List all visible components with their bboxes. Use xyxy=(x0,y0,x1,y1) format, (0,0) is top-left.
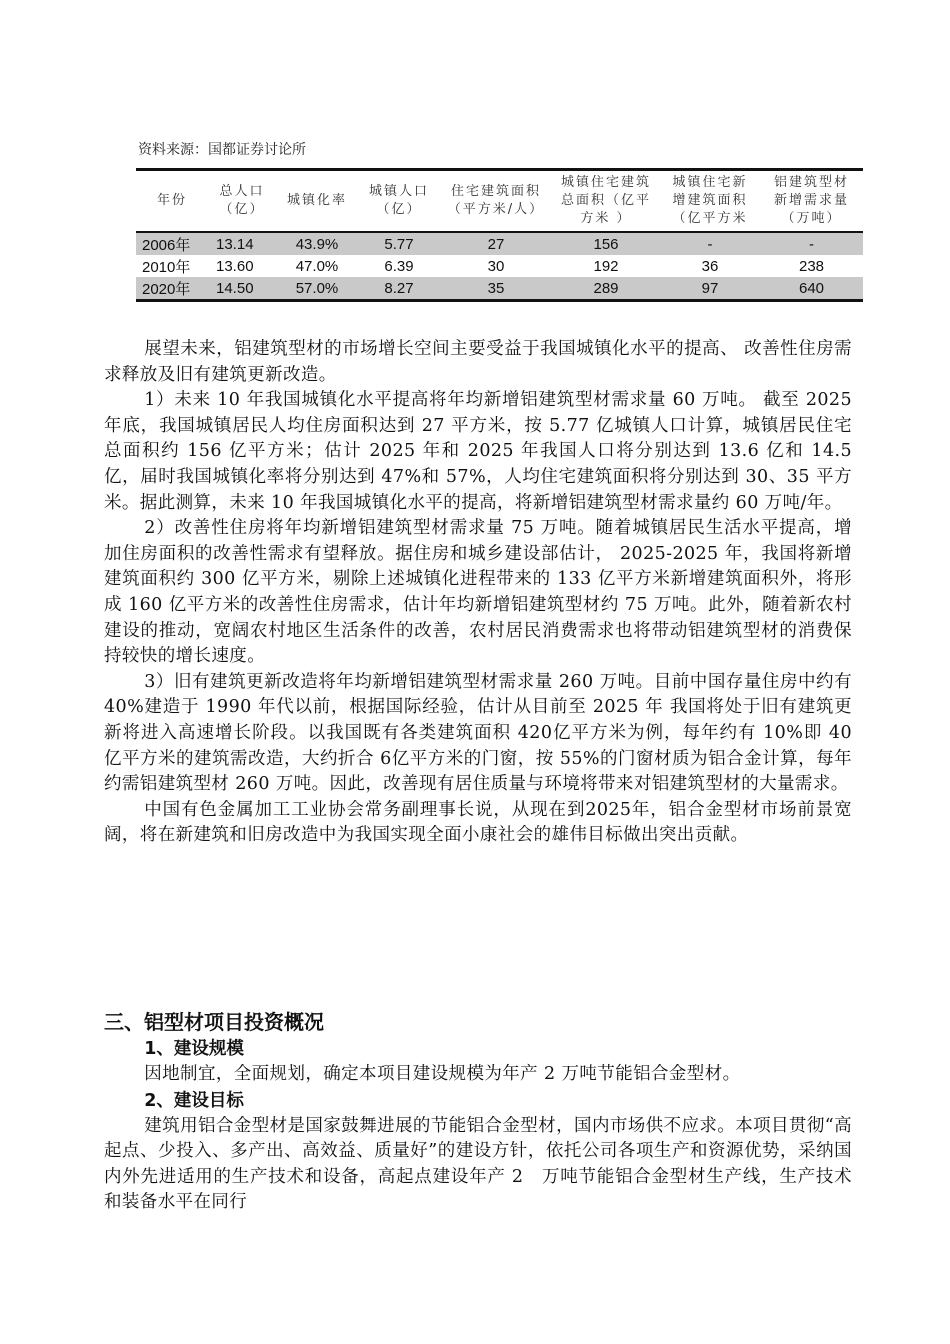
paragraph-association-quote: 中国有色金属加工工业协会常务副理事长说，从现在到2025年，铝合金型材市场前景宽阔，将在新建筑和旧房改造中为我国实现全面小康社会的雄伟目标做出突出贡献。 xyxy=(104,799,852,846)
table-cell: 14.50 xyxy=(208,277,276,301)
paragraph-renovation: 3）旧有建筑更新改造将年均新增铝建筑型材需求量 260 万吨。目前中国存量住房中约有 40%建造于 1990 年代以前，根据国际经验，估计从目前至 2025 年 我国将处于旧有建筑更新将进入高速增长阶段。以我国既有各类建筑面积 420亿平方米为例，每年约有 10%即 40 亿平方米的建筑需改造，大约折合 6亿平方米的门窗，按 55%的门窗材质为铝合金计算，每年约需铝建筑型材 260 万吨。因此，改善现有居住质量与环境将带来对铝建筑型材的大量需求。 xyxy=(104,671,852,795)
paragraph-goal: 建筑用铝合金型材是国家鼓舞进展的节能铝合金型材，国内市场供不应求。本项目贯彻“高起点、少投入、多产出、高效益、质量好”的建设方针，依托公司各项生产和资源优势，采纳国内外先进适用的生产技术和设备，高起点建设年产 2 万吨节能铝合金型材生产线，生产技术和装备水平在同行 xyxy=(104,1115,852,1213)
table-row xyxy=(136,232,863,255)
table-cell: 8.27 xyxy=(358,277,440,301)
paragraph-improved-housing: 2）改善性住房将年均新增铝建筑型材需求量 75 万吨。随着城镇居民生活水平提高，增加住房面积的改善性需求有望释放。据住房和城乡建设部估计， 2025-2025 年，我国将新增建筑面积约 300 亿平方米，剔除上述城镇化进程带来的 133 亿平方米新增建筑面积外，将形成 160 亿平方米的改善性住房需求，估计年均新增铝建筑型材约 75 万吨。此外，随着新农村建设的推动，宽阔农村地区生活条件的改善，农村居民消费需求也将带动铝建筑型材的消费保持较快的增长速度。 xyxy=(104,518,852,667)
table-header-label: 住宅建筑面积 （平方米/人） xyxy=(447,184,545,217)
table-cell: 27 xyxy=(440,232,552,255)
table-row xyxy=(136,277,863,301)
paragraph-urbanization: 1）未来 10 年我国城镇化水平提高将年均新增铝建筑型材需求量 60 万吨。 截至 2025 年底，我国城镇居民人均住房面积达到 27 平方米，按 5.77 亿城镇人口计算，城镇居民住宅总面积约 156 亿平方米；估计 2025 年和 2025 年我国人口将分别达到 13.6 亿和 14.5 亿，届时我国城镇化率将分别达到 47%和 57%，人均住宅建筑面积将分别达到 30、35 平方米。据此测算，未来 10 年我国城镇化水平的提高，将新增铝建筑型材需求量约 60 万吨/年。 xyxy=(104,390,852,513)
table-header-label: 城镇住宅新 增建筑面积 （亿平方米 xyxy=(672,175,748,226)
table-cell: 36 xyxy=(701,257,719,275)
table-cell: 2006年 xyxy=(136,232,208,255)
table-header-cell xyxy=(208,170,276,233)
table-header-cell xyxy=(136,170,208,233)
table-cell: 43.9% xyxy=(276,232,358,255)
paragraph-outlook: 展望未来，铝建筑型材的市场增长空间主要受益于我国城镇化水平的提高、 改善性住房需求释放及旧有建筑更新改造。 xyxy=(104,339,852,385)
subsection-title-goal: 2、建设目标 xyxy=(144,1090,244,1111)
table-cell: - xyxy=(760,232,863,255)
table-row xyxy=(136,255,863,277)
table-cell: 47.0% xyxy=(295,257,339,275)
table-cell: 5.77 xyxy=(358,232,440,255)
body-text xyxy=(104,337,852,849)
table-header-label: 年份 xyxy=(156,193,187,208)
table-cell: 156 xyxy=(552,232,660,255)
table-header-cell xyxy=(552,170,660,233)
investment-overview-section xyxy=(104,1008,852,1216)
table-cell: 13.60 xyxy=(216,257,254,275)
table-header-label: 城镇住宅建筑 总面积（亿平 方米 ） xyxy=(560,175,651,226)
table-header-cell xyxy=(760,170,863,233)
table-header-cell xyxy=(660,170,760,233)
paragraph-scale: 因地制宜，全面规划，确定本项目建设规模为年产 2 万吨节能铝合金型材。 xyxy=(144,1064,741,1084)
table-cell: - xyxy=(660,232,760,255)
table-cell: 192 xyxy=(593,257,619,275)
table-header-cell xyxy=(358,170,440,233)
table-cell: 640 xyxy=(760,277,863,301)
table-cell: 57.0% xyxy=(276,277,358,301)
table-cell: 30 xyxy=(487,257,505,275)
table-header-label: 铝建筑型材 新增需求量 （万吨） xyxy=(773,175,849,226)
table-header-label: 总人口 （亿） xyxy=(219,184,265,217)
table-header-label: 城镇化率 xyxy=(286,193,347,208)
source-note: 资料来源：国都证券讨论所 xyxy=(138,142,306,158)
table-cell: 35 xyxy=(440,277,552,301)
table-cell: 6.39 xyxy=(384,257,414,275)
section-title: 三、铝型材项目投资概况 xyxy=(104,1010,324,1034)
table-cell: 238 xyxy=(798,257,825,275)
table-cell: 97 xyxy=(660,277,760,301)
table-header-cell xyxy=(440,170,552,233)
table-cell: 2020年 xyxy=(136,277,208,301)
table-header-label: 城镇人口 （亿） xyxy=(368,184,429,217)
table-header-row xyxy=(136,170,863,233)
table-cell: 2010年 xyxy=(142,258,191,276)
urbanization-table xyxy=(136,168,863,302)
table-cell: 289 xyxy=(552,277,660,301)
table-header-cell xyxy=(276,170,358,233)
table-cell: 13.14 xyxy=(208,232,276,255)
subsection-title-scale: 1、建设规模 xyxy=(144,1039,244,1059)
